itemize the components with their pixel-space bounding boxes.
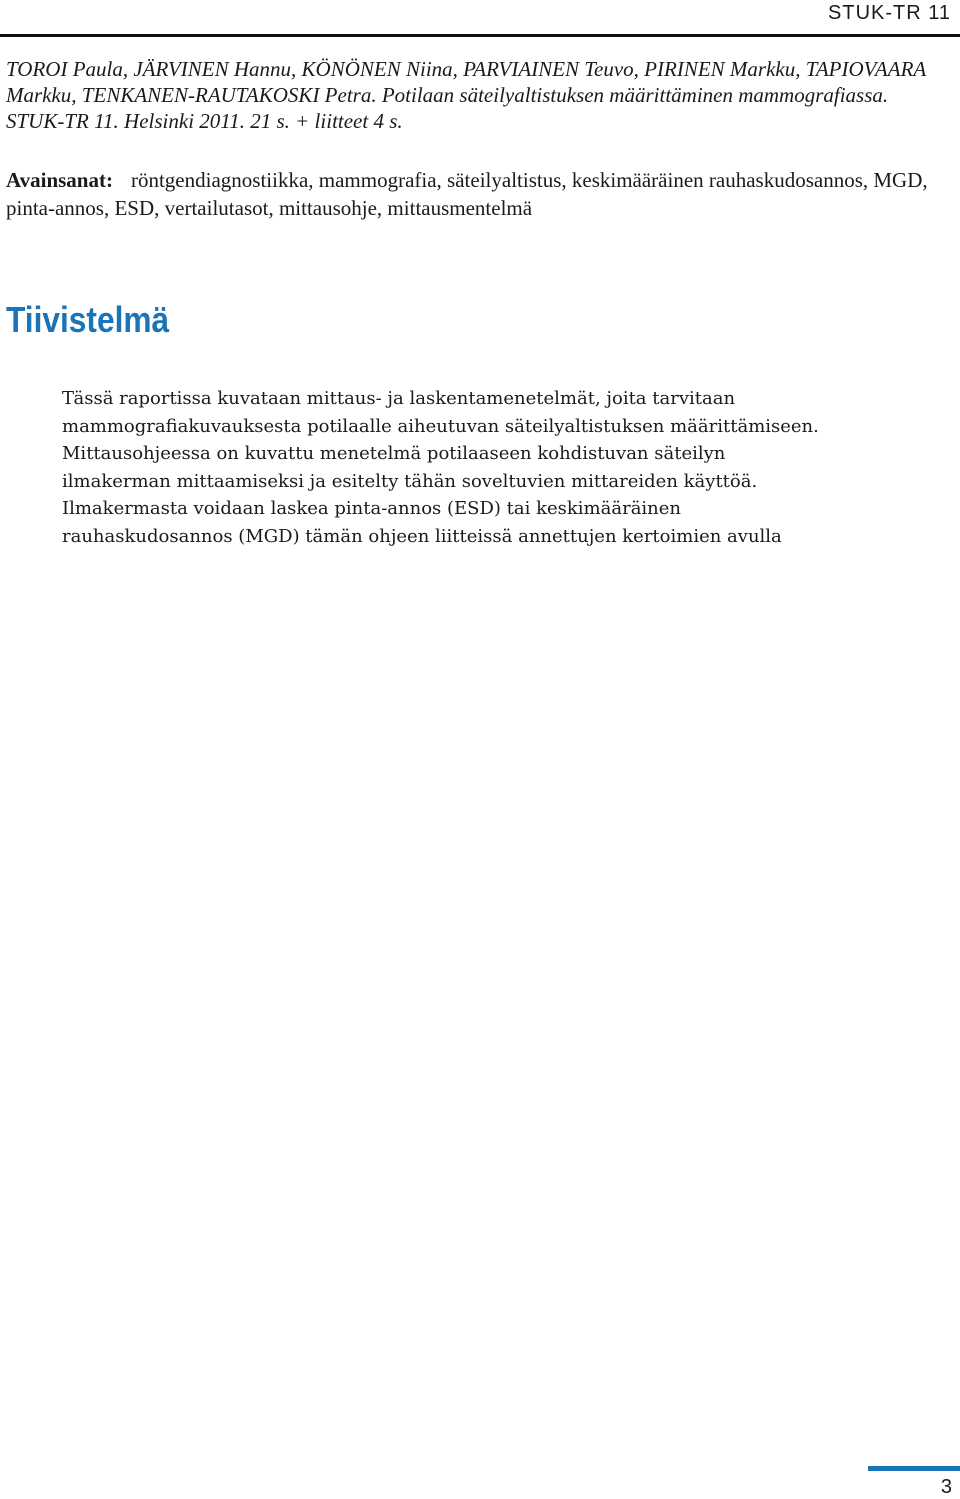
report-id: STUK-TR 11 xyxy=(828,2,951,24)
keywords xyxy=(6,166,951,222)
page-number: 3 xyxy=(940,1476,952,1498)
keywords-text: röntgendiagnostiikka, mammografia, säteilyaltistus, keskimääräinen rauhaskudosannos, MGD, pinta-annos, ESD, vertailutasot, mittausohje, mittausmentelmä xyxy=(6,168,928,220)
section-title: Tiivistelmä xyxy=(6,299,170,340)
footer-accent-rule xyxy=(868,1466,960,1471)
abstract-paragraph: Tässä raportissa kuvataan mittaus- ja laskentamenetelmät, joita tarvitaan mammografiakuvauksesta potilaalle aiheutuvan säteilyaltistuksen määrittämiseen. Mittausohjeessa on kuvattu menetelmä potilaaseen kohdistuvan säteilyn ilmakerman mittaamiseksi ja esitelty tähän soveltuvien mittareiden käyttöä. Ilmakermasta voidaan laskea pinta-annos (ESD) tai keskimääräinen rauhaskudosannos (MGD) tämän ohjeen liitteissä annettujen kertoimien avulla xyxy=(62,388,819,547)
keywords-label: Avainsanat: xyxy=(6,168,113,192)
citation: TOROI Paula, JÄRVINEN Hannu, KÖNÖNEN Niina, PARVIAINEN Teuvo, PIRINEN Markku, TAPIOVAARA Markku, TENKANEN-RAUTAKOSKI Petra. Potilaan säteilyaltistuksen määrittäminen mammografiassa. STUK-TR 11. Helsinki 2011. 21 s. + liitteet 4 s. xyxy=(6,57,926,133)
header-divider xyxy=(0,34,960,37)
